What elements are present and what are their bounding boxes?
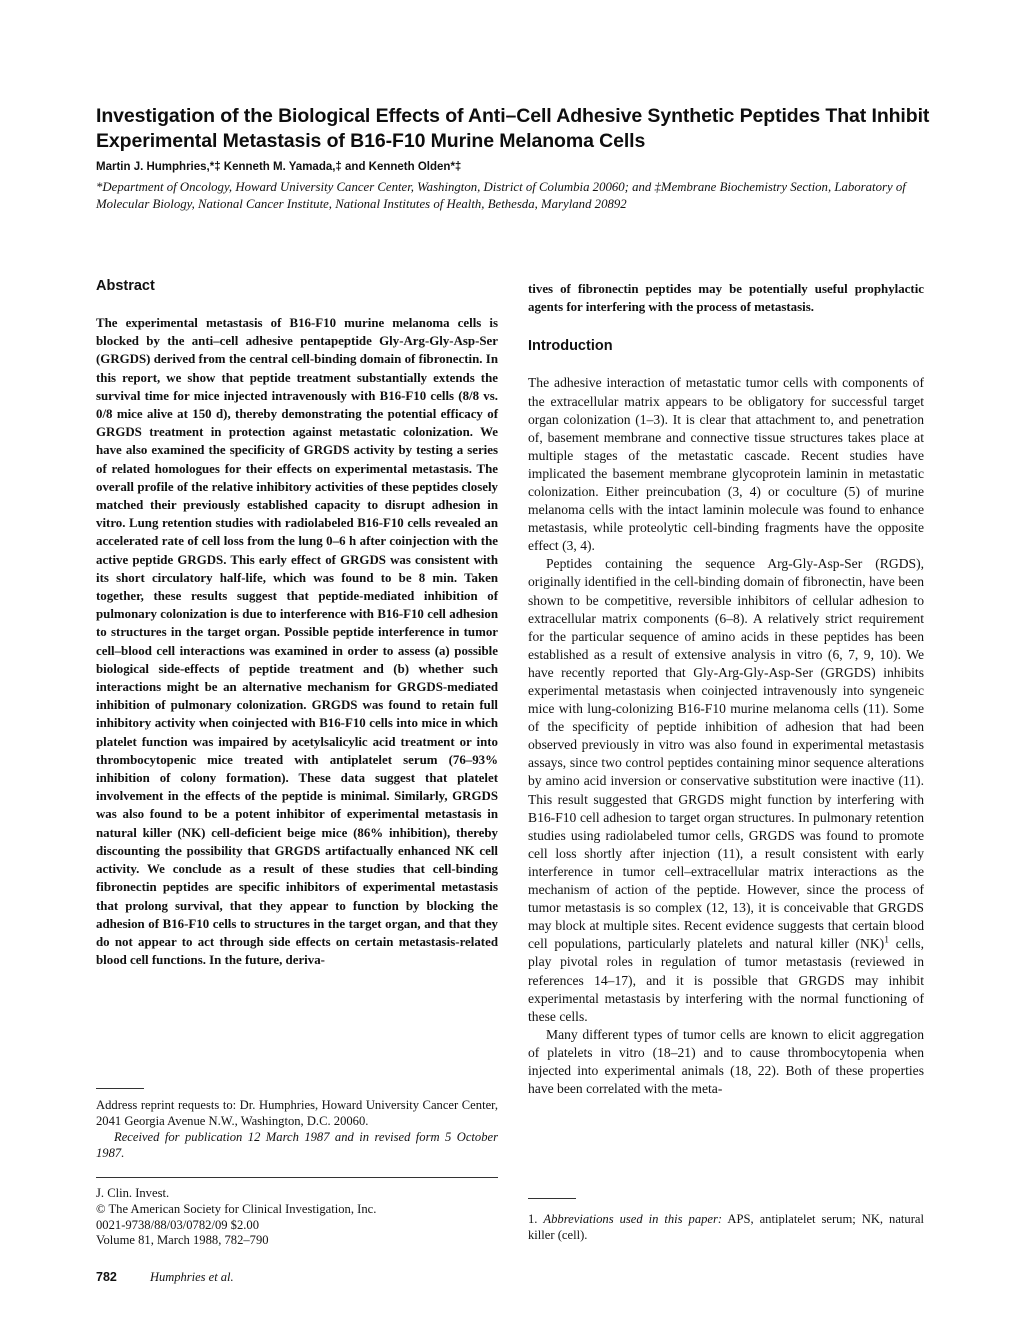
abstract-body: The experimental metastasis of B16-F10 murine melanoma cells is blocked by the anti–cell adhesive pentapeptide Gly-Arg-Gly-Asp-Ser (GRGDS) derived from the central cell-binding domain of fibronectin. In this report, we show that peptide treatment substantially extends the survival time for mice injected intravenously with B16-F10 cells (8/8 vs. 0/8 mice alive at 150 d), thereby demonstrating the potential efficacy of GRGDS treatment in protection against metastatic colonization. We have also examined the specificity of GRGDS activity by testing a series of related homologues for their effects on experimental metastasis. The overall profile of the relative inhibitory activities of these peptides closely matched their previously established capacity to disrupt adhesion in vitro. Lung retention studies with radiolabeled B16-F10 cells revealed an accelerated rate of cell loss from the lung 0–6 h after coinjection with the active peptide GRGDS. This early effect of GRGDS was consistent with its short circulatory half-life, which was found to be 8 min. Taken together, these results suggest that peptide-mediated inhibition of pulmonary colonization is due to interference with B16-F10 cell adhesion to structures in the target organ. Possible peptide interference in tumor cell–blood cell interactions was examined in order to assess (a) possible biological side-effects of peptide treatment and (b) whether such interactions might be an alternative mechanism for GRGDS-mediated inhibition of pulmonary colonization. GRGDS was found to retain full inhibitory activity when coinjected with B16-F10 cells into mice in which platelet function was impaired by acetylsalicylic acid treatment or into thrombocytopenic mice treated with antiplatelet serum (76–93% inhibition of colony formation). These data suggest that platelet involvement in the effects of the peptide is minimal. Similarly, GRGDS was also found to be a potent inhibitor of experimental metastasis in natural killer (NK) cell-deficient beige mice (86% inhibition), thereby discounting the possibility that GRGDS artifactually enhanced NK cell activity. We conclude as a result of these studies that cell-binding fibronectin peptides are specific inhibitors of experimental metastasis that prolong survival, that they appear to function by blocking the adhesion of B16-F10 cells to structures in the target organ, and that they do not appear to act through side effects on certain metastasis-related blood cell functions. In the future, deriva- bbox=[96, 316, 498, 968]
left-column bbox=[96, 276, 498, 969]
footnote-divider bbox=[528, 1198, 576, 1199]
intro-paragraph-2-tail: cells, play pivotal roles in regulation of tumor metastasis (reviewed in references 14–17), and it is possible that GRGDS may inhibit experimental metastasis by interfering with the normal functioning of these cells. bbox=[528, 936, 924, 1024]
affiliations: *Department of Oncology, Howard University Cancer Center, Washington, District of Columbia 20060; and ‡Membrane Biochemistry Section, Laboratory of Molecular Biology, National Cancer Institute, National Institutes of Health, Bethesda, Maryland 20892 bbox=[96, 180, 906, 211]
author-list: Martin J. Humphries,*‡ Kenneth M. Yamada,‡ and Kenneth Olden*‡ bbox=[96, 161, 462, 173]
right-column bbox=[528, 280, 924, 1098]
page-number: 782 bbox=[96, 1270, 117, 1284]
intro-paragraph-3: Many different types of tumor cells are known to elicit aggregation of platelets in vitro (18–21) and to cause thrombocytopenia when injected into experimental animals (18, 22). Both of these properties have been correlated with the meta- bbox=[528, 1026, 924, 1097]
footnote-text bbox=[528, 1211, 924, 1243]
intro-paragraph-1: The adhesive interaction of metastatic tumor cells with components of the extracellular matrix appears to be obligatory for successful target organ colonization (1–3). It is clear that attachment to, and penetration of, basement membrane and connective tissue structures takes place at multiple stages of the metastatic cascade. Recent studies have implicated the basement membrane glycoprotein laminin in metastatic colonization. Either preincubation (3, 4) or coculture (5) of murine melanoma cells with the intact laminin molecule was found to enhance metastasis, while proteolytic cell-binding fragments have the opposite effect (3, 4). bbox=[528, 375, 924, 554]
introduction-heading: Introduction bbox=[528, 338, 613, 355]
journal-name: J. Clin. Invest. bbox=[96, 1186, 170, 1200]
footnote-label: Abbreviations used in this paper: bbox=[543, 1212, 723, 1226]
issn-line: 0021-9738/88/03/0782/09 $2.00 bbox=[96, 1217, 260, 1232]
correspondence-note bbox=[96, 1088, 498, 1161]
page-footer bbox=[96, 1270, 234, 1285]
received-dates: Received for publication 12 March 1987 and in revised form 5 October 1987. bbox=[96, 1130, 498, 1160]
reprint-address: Address reprint requests to: Dr. Humphries, Howard University Cancer Center, 2041 Georgia Avenue N.W., Washington, D.C. 20060. bbox=[96, 1098, 498, 1128]
abstract-continuation: tives of fibronectin peptides may be potentially useful prophylactic agents for interfering with the process of metastasis. bbox=[528, 282, 924, 315]
publication-info bbox=[96, 1177, 498, 1249]
copyright-line: © The American Society for Clinical Investigation, Inc. bbox=[96, 1201, 377, 1216]
footnote bbox=[528, 1198, 924, 1243]
note-divider bbox=[96, 1088, 144, 1089]
running-author: Humphries et al. bbox=[149, 1270, 234, 1284]
volume-line: Volume 81, March 1988, 782–790 bbox=[96, 1233, 269, 1248]
intro-paragraph-2 bbox=[528, 555, 924, 1025]
footnote-marker: 1 bbox=[884, 935, 889, 946]
paper-title: Investigation of the Biological Effects of Anti–Cell Adhesive Synthetic Peptides That Inhibit Experimental Metastasis of B16-F10 Murine Melanoma Cells bbox=[96, 105, 930, 152]
footnote-content: APS, antiplatelet serum; NK, natural killer (cell). bbox=[528, 1212, 924, 1242]
footnote-number: 1. bbox=[528, 1212, 538, 1226]
pubinfo-divider bbox=[96, 1177, 498, 1178]
abstract-heading: Abstract bbox=[96, 278, 155, 294]
intro-paragraph-2-text: Peptides containing the sequence Arg-Gly-Asp-Ser (RGDS), originally identified in the cell-binding domain of fibronectin, have been shown to be competitive, reversible inhibitors of cellular adhesion to extracellular matrix components (6–8). A relatively strict requirement for the particular sequence of amino acids in these peptides has been established as a result of extensive analysis in vitro (6, 7, 9, 10). We have recently reported that Gly-Arg-Gly-Asp-Ser (GRGDS) inhibits experimental metastasis when coinjected intravenously into syngeneic mice with lung-colonizing B16-F10 murine melanoma cells (11). Some of the specificity of peptide inhibition of adhesion that had been observed previously in vitro was also found in experimental metastasis assays, since two control peptides containing minor sequence alterations by amino acid inversion or conservative substitution were inactive (11). This result suggested that GRGDS might function by interfering with B16-F10 cell adhesion to target organ structures. In pulmonary retention studies using radiolabeled tumor cells, GRGDS was found to promote cell loss shortly after injection (11), a result consistent with early interference in tumor cell–extracellular matrix interactions as the mechanism of action of the peptide. However, since the process of tumor metastasis is so complex (12, 13), it is conceivable that GRGDS may block at multiple sites. Recent evidence suggests that certain blood cell populations, particularly platelets and natural killer (NK) bbox=[528, 556, 924, 952]
